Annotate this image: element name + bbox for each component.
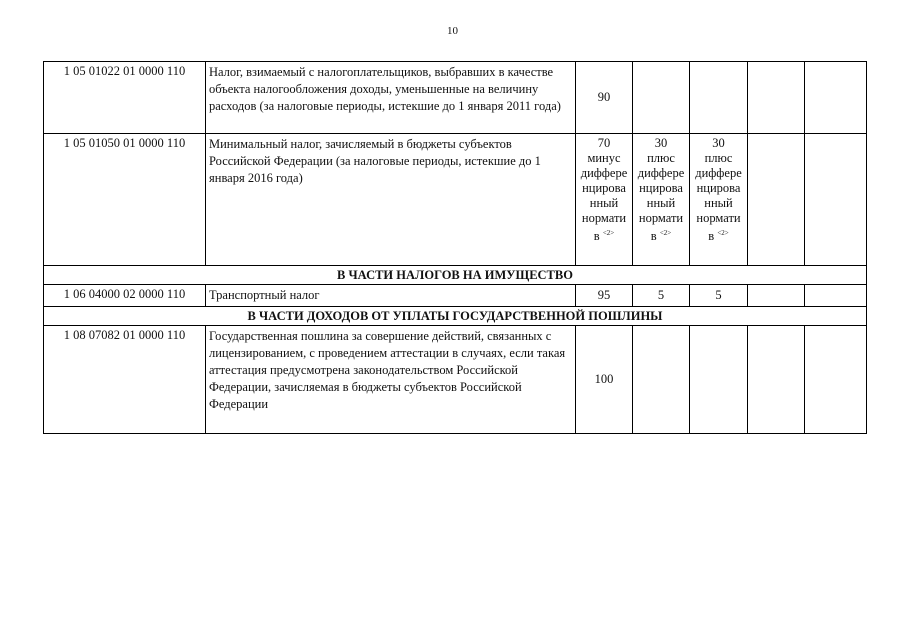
- extra-share-2: [805, 285, 867, 307]
- footnote-ref: <2>: [602, 229, 615, 237]
- federal-share: 90: [576, 62, 633, 134]
- regional-share: [633, 326, 690, 434]
- extra-share-2: [805, 326, 867, 434]
- federal-share: 100: [576, 326, 633, 434]
- section-row: [44, 307, 867, 326]
- extra-share-2: [805, 134, 867, 266]
- revenue-name: Минимальный налог, зачисляемый в бюджеты субъектов Российской Федерации (за налоговые периоды, истекшие до 1 января 2016 года): [206, 134, 576, 266]
- footnote-ref: <2>: [659, 229, 672, 237]
- table-row: [44, 62, 867, 134]
- section-heading-property-taxes: В ЧАСТИ НАЛОГОВ НА ИМУЩЕСТВО: [44, 266, 867, 285]
- kbk-code: 1 08 07082 01 0000 110: [44, 326, 206, 434]
- regional-share: 30 плюс диффере нцирова нный нормати в $^{<2>}$: [633, 134, 690, 266]
- local-share: 5: [690, 285, 748, 307]
- extra-share-1: [748, 62, 805, 134]
- regional-share: 5: [633, 285, 690, 307]
- section-heading-state-duty: В ЧАСТИ ДОХОДОВ ОТ УПЛАТЫ ГОСУДАРСТВЕННОЙ ПОШЛИНЫ: [44, 307, 867, 326]
- revenue-distribution-table: [43, 61, 867, 434]
- page-number: 10: [447, 25, 458, 37]
- section-row: [44, 266, 867, 285]
- local-share: [690, 62, 748, 134]
- table-row: [44, 134, 867, 266]
- local-share: 30 плюс диффере нцирова нный нормати в $^{<2>}$: [690, 134, 748, 266]
- revenue-name: Налог, взимаемый с налогоплательщиков, выбравших в качестве объекта налогообложения доходы, уменьшенные на величину расходов (за налоговые периоды, истекшие до 1 января 2011 года): [206, 62, 576, 134]
- federal-share: 95: [576, 285, 633, 307]
- local-share: [690, 326, 748, 434]
- extra-share-1: [748, 326, 805, 434]
- revenue-name: Транспортный налог: [206, 285, 576, 307]
- revenue-name: Государственная пошлина за совершение действий, связанных с лицензированием, с проведением аттестации в случаях, если такая аттестация предусмотрена законодательством Российской Федерации, зачисляемая в бюджеты субъектов Российской Федерации: [206, 326, 576, 434]
- extra-share-1: [748, 285, 805, 307]
- extra-share-1: [748, 134, 805, 266]
- table-row: [44, 326, 867, 434]
- regional-share: [633, 62, 690, 134]
- extra-share-2: [805, 62, 867, 134]
- table-row: [44, 285, 867, 307]
- kbk-code: 1 06 04000 02 0000 110: [44, 285, 206, 307]
- footnote-ref: <2>: [717, 229, 729, 237]
- federal-share: 70 минус диффере нцирова нный нормати в $^{<2>}$: [576, 134, 633, 266]
- kbk-code: 1 05 01050 01 0000 110: [44, 134, 206, 266]
- kbk-code: 1 05 01022 01 0000 110: [44, 62, 206, 134]
